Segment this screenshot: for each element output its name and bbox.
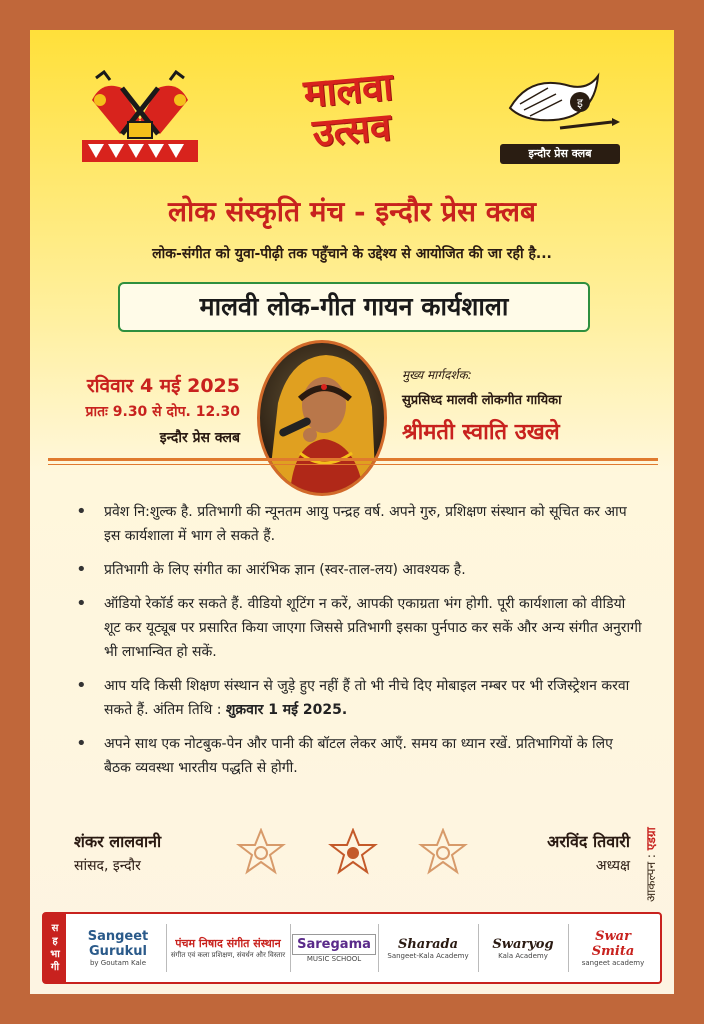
partner-subtitle: संगीत एवं कला प्रशिक्षण, संवर्धन और विस्तार [170,951,286,959]
partner-subtitle: Kala Academy [498,951,548,960]
partners-tag-letter: भा [50,949,60,960]
partner-subtitle: MUSIC SCHOOL [306,954,362,963]
signatory-left-name: शंकर लालवानी [74,832,162,851]
star-motif-icon [236,828,286,878]
partner-sangeet-gurukul [74,920,162,976]
svg-text:इ: इ [577,96,583,110]
star-motif-icon [328,828,378,878]
partner-subtitle: by Goutam Kale [89,959,147,967]
partner-name: पंचम निषाद संगीत संस्थान [175,937,281,950]
rule-item: • प्रतिभागी के लिए संगीत का आरंभिक ज्ञान (स्वर-ताल-लय) आवश्यक है. [74,558,644,582]
partner-separator [568,924,569,972]
partner-name: Saregama [292,934,376,955]
festival-title-line1: मालवा [301,63,395,116]
signatory-right-title: अध्यक्ष [595,858,630,874]
rule-item: • अपने साथ एक नोटबुक-पेन और पानी की बॉटल लेकर आएँ. समय का ध्यान रखें. प्रतिभागियों के लिए बैठक व्यवस्था भारतीय पद्धति से होगी. [74,732,644,780]
rule-item: • प्रवेश नि:शुल्क है. प्रतिभागी की न्यूनतम आयु पन्द्रह वर्ष. अपने गुरु, प्रशिक्षण संस्थान को सूचित कर आप इस कार्यशाला में भाग ले सकते हैं. [74,500,644,548]
singer-illustration [260,343,384,493]
partner-pancham-nishad [170,920,286,976]
divider [48,464,658,465]
tagline: लोक-संगीत को युवा-पीढ़ी तक पहुँचाने के उद्देश्य से आयोजित की जा रही है... [152,246,552,262]
partner-subtitle: Sangeet-Kala Academy [387,951,469,960]
event-date: रविवार 4 मई 2025 [86,375,240,397]
workshop-title: मालवी लोक-गीत गायन कार्यशाला [118,282,590,332]
partner-sharada [382,920,474,976]
partner-name: Swaryog [492,936,554,952]
dove-pen-icon [500,68,620,142]
divider [48,458,658,461]
partner-separator [166,924,167,972]
partner-subtitle: sangeet academy [581,959,645,967]
rule-item-text: आप यदि किसी शिक्षण संस्थान से जुड़े हुए नहीं हैं तो भी नीचे दिए मोबाइल नम्बर पर भी रजिस्ट्रेशन करवा सकते हैं. अंतिम तिथि : [104,678,630,718]
partner-name: Swar Smita [591,929,635,959]
last-date: शुक्रवार 1 मई 2025. [225,702,348,718]
press-club-logo-text: इन्दौर प्रेस क्लब [500,144,620,164]
partner-name: Sangeet Gurukul [87,929,149,959]
rule-item [74,674,644,722]
guide-label: मुख्य मार्गदर्शक: [402,368,472,382]
singer-portrait [257,340,387,496]
star-motif-icon [418,828,468,878]
signatory-right-name: अरविंद तिवारी [547,832,630,851]
partner-separator [378,924,379,972]
event-time: प्रातः 9.30 से दोप. 12.30 [85,404,240,420]
design-credit-label: आकल्पन : [644,854,658,903]
partner-swar-smita [572,920,654,976]
partner-separator [478,924,479,972]
organizer-title: लोक संस्कृति मंच - इन्दौर प्रेस क्लब [168,195,536,228]
guide-name: श्रीमती स्वाति उखले [402,419,560,445]
partner-saregama [294,920,374,976]
rule-item: • ऑडियो रेकॉर्ड कर सकते हैं. वीडियो शूटिंग न करें, आपकी एकाग्रता भंग होगी. पूरी कार्यशाला को वीडियो शूट कर यूट्यूब पर प्रसारित किया जाएगा जिससे प्रतिभागी इसका पुर्नपाठ कर सकें और अन्य संगीत अनुरागी भी लाभान्वित हो सकें. [74,592,644,664]
press-club-logo [500,68,620,164]
festival-title [227,60,473,161]
malwa-folk-art-logo-icon [82,70,198,166]
partner-swaryog [482,920,564,976]
partners-tag-letter: गी [50,962,60,973]
guide-description: सुप्रसिध्द मालवी लोकगीत गायिका [402,393,562,408]
partners-bar [42,912,662,984]
rules-list [74,500,644,790]
event-venue: इन्दौर प्रेस क्लब [159,430,240,446]
poster [30,30,674,994]
festival-title-line2: उत्सव [310,103,393,156]
signatory-left-title: सांसद, इन्दौर [74,858,141,874]
partners-tag-letter: ह [52,936,58,947]
partner-name: Sharada [397,936,459,952]
partner-separator [290,924,291,972]
partners-tag [44,914,66,982]
partners-tag-letter: स [51,923,59,934]
design-credit-name: एडग्रा [644,827,658,851]
